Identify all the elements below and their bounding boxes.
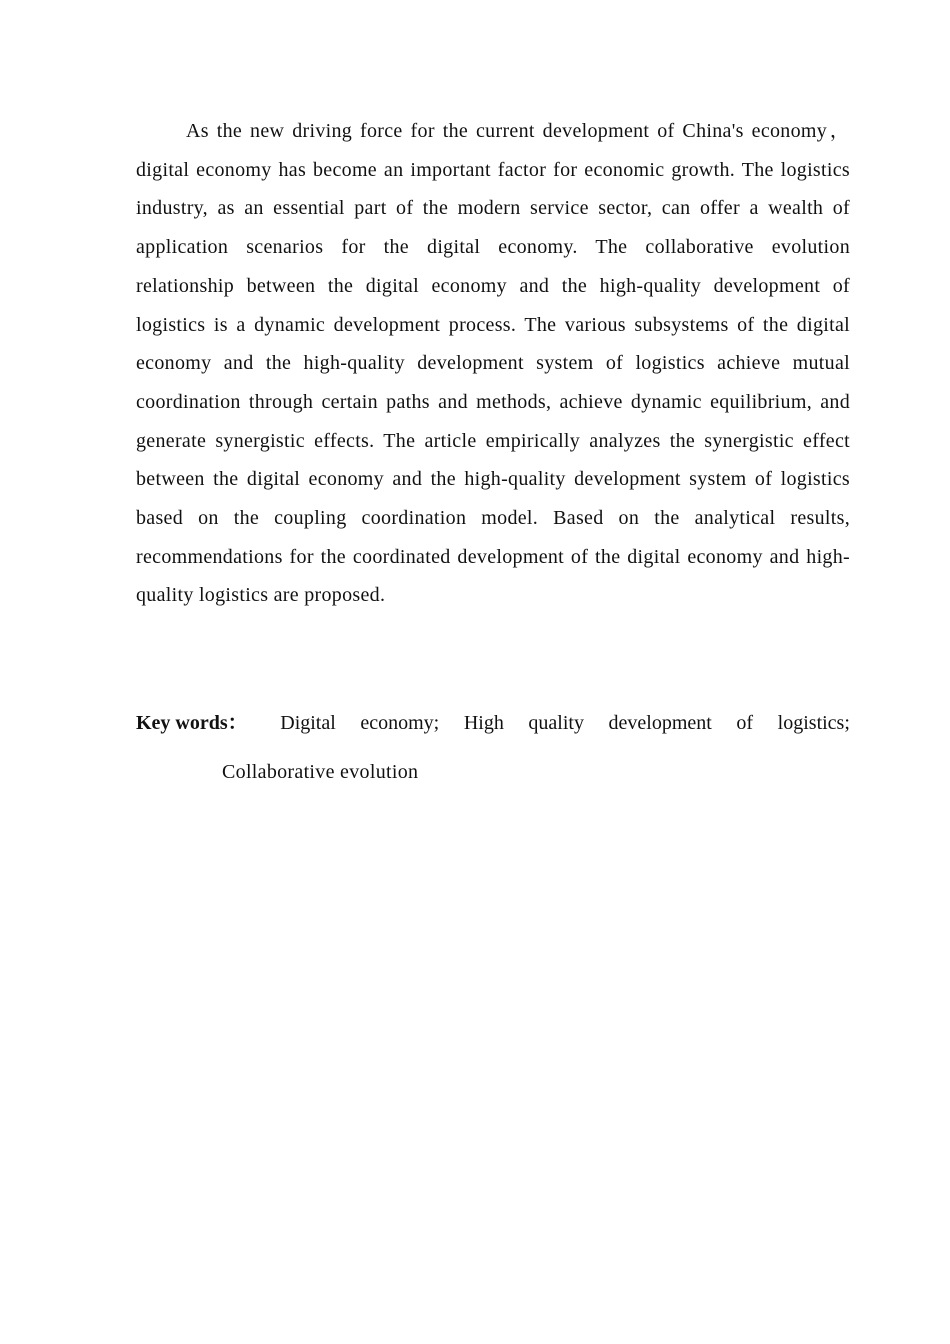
keyword-word: development [608, 712, 712, 734]
keyword-word: of [736, 712, 754, 734]
keywords-line-1 [136, 704, 850, 742]
keywords-line-2: Collaborative evolution [222, 761, 419, 783]
keyword-word: Digital [280, 712, 336, 734]
keyword-word: High [463, 712, 504, 734]
abstract-paragraph: As the new driving force for the current development of China's economy，digital economy has become an important factor for economic growth. The logistics industry, as an essential part of the modern service sector, can offer a wealth of application scenarios for the digital economy. The collaborative evolution relationship between the digital economy and the high-quality development of logistics is a dynamic development process. The various subsystems of the digital economy and the high-quality development system of logistics achieve mutual coordination through certain paths and methods, achieve dynamic equilibrium, and generate synergistic effects. The article empirically analyzes the synergistic effect between the digital economy and the high-quality development system of logistics based on the coupling coordination model. Based on the analytical results, recommendations for the coordinated development of the digital economy and high-quality logistics are proposed. [136, 120, 850, 607]
keywords-section [136, 704, 850, 791]
keyword-word: quality [528, 712, 584, 734]
keyword-word: economy; [360, 712, 440, 734]
keyword-word: logistics; [777, 712, 850, 734]
keywords-label: Key words： [136, 712, 248, 734]
